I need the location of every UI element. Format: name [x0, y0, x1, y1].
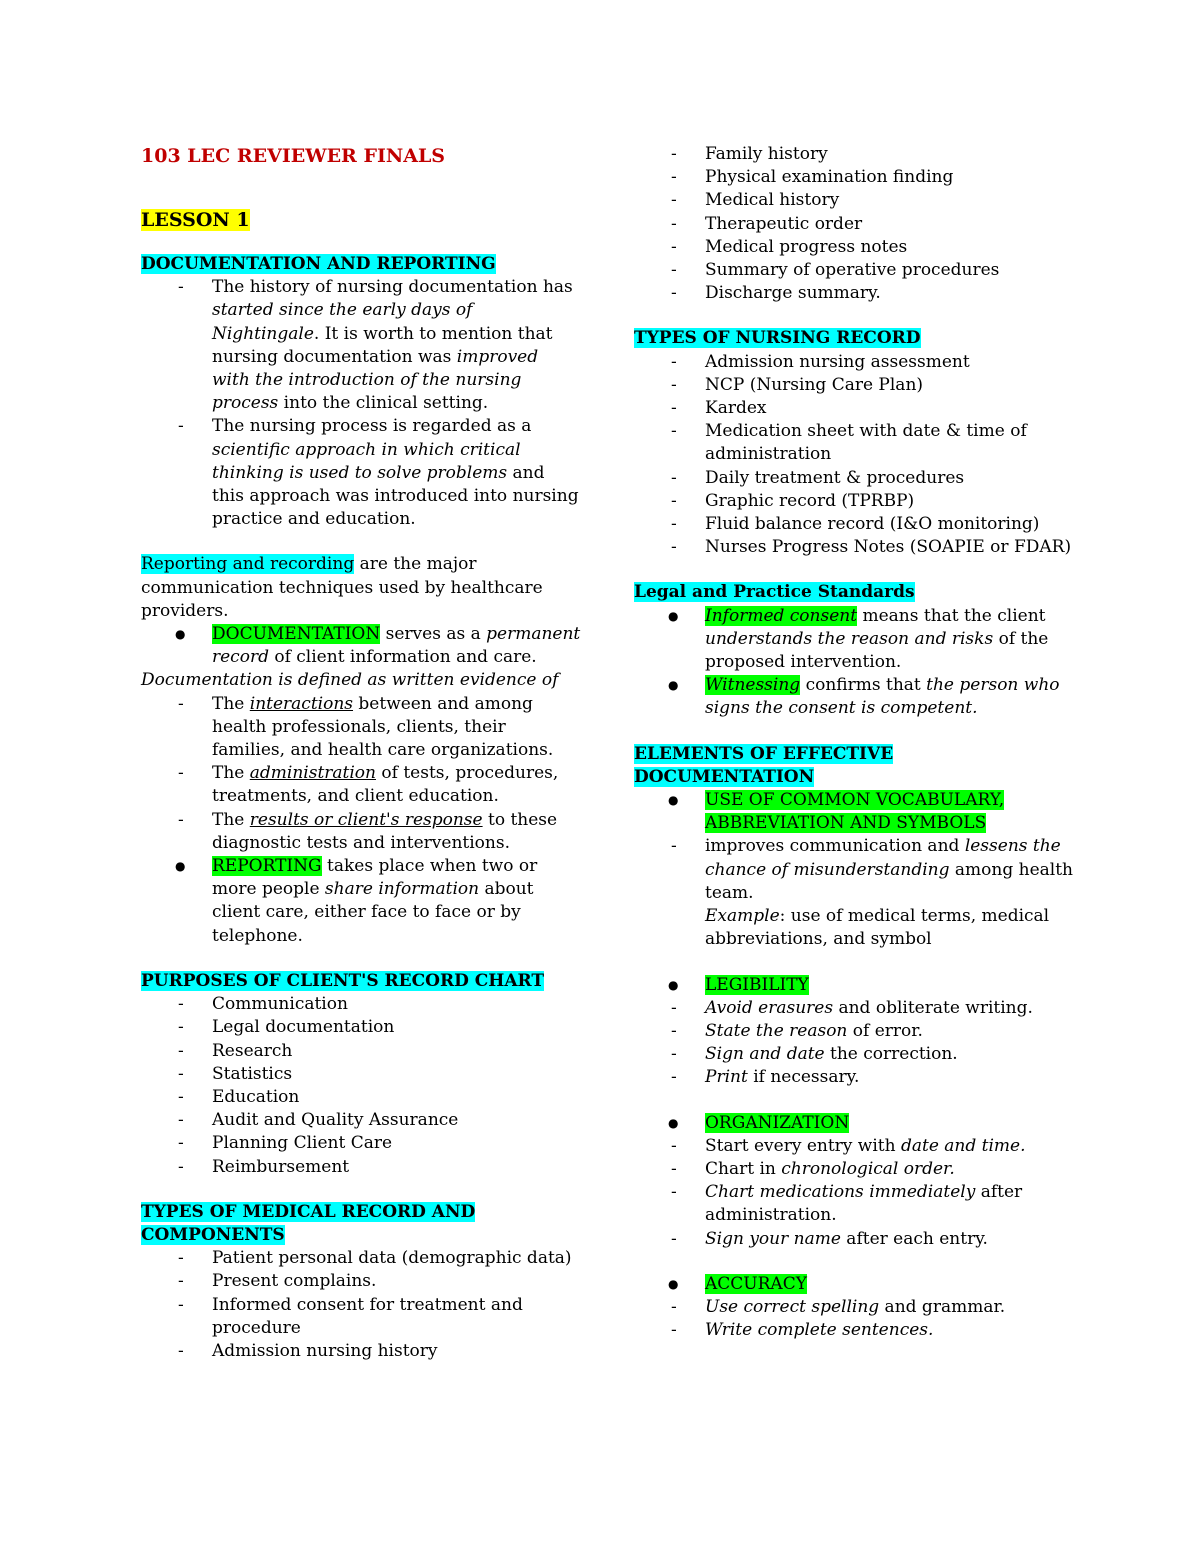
section-heading-legal: Legal and Practice Standards [634, 582, 915, 603]
list-item: - The history of nursing documentation has started since the early days of Nightingale. It is worth to mention that nursing documentation was improved with the introduction of the nursing process into the clinical setting. [141, 276, 581, 415]
organization-bullet [634, 1112, 1074, 1135]
list-item: - The results or client's response to these diagnostic tests and interventions. [141, 809, 581, 855]
list-item: - Therapeutic order [634, 213, 1074, 236]
accuracy-bullet [634, 1273, 1074, 1296]
left-column [141, 143, 581, 1363]
list-item: - Admission nursing history [141, 1340, 581, 1363]
list-item: - NCP (Nursing Care Plan) [634, 374, 1074, 397]
vocabulary-bullet [634, 789, 1074, 835]
list-item: - Audit and Quality Assurance [141, 1109, 581, 1132]
list-item: ● ACCURACY [634, 1273, 1074, 1296]
medical-record-list [141, 1247, 581, 1363]
list-item: - improves communication and lessens the chance of misunderstanding among health team. Example: use of medical terms, medical abbreviations, and symbol [634, 835, 1074, 951]
list-item: ● REPORTING takes place when two or more people share information about client care, either face to face or by telephone. [141, 855, 581, 948]
list-item: - Kardex [634, 397, 1074, 420]
list-item: - Planning Client Care [141, 1132, 581, 1155]
list-item: - Start every entry with date and time. [634, 1135, 1074, 1158]
list-item: - Nurses Progress Notes (SOAPIE or FDAR) [634, 536, 1074, 559]
list-item: ● USE OF COMMON VOCABULARY, ABBREVIATION AND SYMBOLS [634, 789, 1074, 835]
section-heading-purposes: PURPOSES OF CLIENT'S RECORD CHART [141, 970, 545, 991]
list-item: ● DOCUMENTATION serves as a permanent record of client information and care. [141, 623, 581, 669]
list-item: ● Informed consent means that the client understands the reason and risks of the proposed intervention. [634, 605, 1074, 675]
section-heading-documentation-reporting: DOCUMENTATION AND REPORTING [141, 254, 496, 274]
legal-list [634, 605, 1074, 721]
list-item: ● ORGANIZATION [634, 1112, 1074, 1135]
list-item: - Medical history [634, 189, 1074, 212]
section-heading-medical-record: TYPES OF MEDICAL RECORD AND COMPONENTS [141, 1201, 476, 1245]
list-item: ● LEGIBILITY [634, 974, 1074, 997]
list-item: ● Witnessing confirms that the person who signs the consent is competent. [634, 674, 1074, 720]
list-item: - Daily treatment & procedures [634, 467, 1074, 490]
organization-list [634, 1135, 1074, 1251]
list-item: - Write complete sentences. [634, 1319, 1074, 1342]
vocabulary-detail [634, 835, 1074, 951]
list-item: - Sign and date the correction. [634, 1043, 1074, 1066]
nursing-record-list [634, 351, 1074, 560]
list-item: - Admission nursing assessment [634, 351, 1074, 374]
documentation-bullet [141, 623, 581, 669]
list-item: - Print if necessary. [634, 1066, 1074, 1089]
list-item: - State the reason of error. [634, 1020, 1074, 1043]
list-item: - Education [141, 1086, 581, 1109]
section-heading-nursing-record: TYPES OF NURSING RECORD [634, 328, 921, 349]
legibility-bullet [634, 974, 1074, 997]
list-item: - Use correct spelling and grammar. [634, 1296, 1074, 1319]
accuracy-list [634, 1296, 1074, 1342]
right-column [634, 143, 1074, 1342]
list-item: - The interactions between and among health professionals, clients, their families, and health care organizations. [141, 693, 581, 763]
purposes-list [141, 993, 581, 1179]
list-item: - Research [141, 1040, 581, 1063]
legibility-list [634, 997, 1074, 1090]
list-item: - Avoid erasures and obliterate writing. [634, 997, 1074, 1020]
lesson-heading: LESSON 1 [141, 209, 250, 231]
documentation-list [141, 276, 581, 531]
evidence-list [141, 693, 581, 855]
list-item: - The administration of tests, procedures, treatments, and client education. [141, 762, 581, 808]
list-item: - Medical progress notes [634, 236, 1074, 259]
list-item: - Chart medications immediately after administration. [634, 1181, 1074, 1227]
list-item: - Informed consent for treatment and procedure [141, 1294, 581, 1340]
reporting-bullet [141, 855, 581, 948]
document-title: 103 LEC REVIEWER FINALS [141, 145, 446, 167]
list-item: - The nursing process is regarded as a scientific approach in which critical thinking is used to solve problems and this approach was introduced into nursing practice and education. [141, 415, 581, 531]
list-item: - Statistics [141, 1063, 581, 1086]
list-item: - Family history [634, 143, 1074, 166]
documentation-definition: Documentation is defined as written evidence of [141, 670, 559, 691]
list-item: - Discharge summary. [634, 282, 1074, 305]
reporting-recording-paragraph: Reporting and recording are the major communication techniques used by healthcare providers. [141, 554, 543, 621]
list-item: - Graphic record (TPRBP) [634, 490, 1074, 513]
section-heading-elements: ELEMENTS OF EFFECTIVE DOCUMENTATION [634, 743, 894, 787]
medical-record-list-continued [634, 143, 1074, 305]
list-item: - Chart in chronological order. [634, 1158, 1074, 1181]
list-item: - Present complains. [141, 1270, 581, 1293]
list-item: - Fluid balance record (I&O monitoring) [634, 513, 1074, 536]
list-item: - Communication [141, 993, 581, 1016]
list-item: - Medication sheet with date & time of administration [634, 420, 1074, 466]
list-item: - Physical examination finding [634, 166, 1074, 189]
list-item: - Summary of operative procedures [634, 259, 1074, 282]
list-item: - Reimbursement [141, 1156, 581, 1179]
list-item: - Patient personal data (demographic data) [141, 1247, 581, 1270]
list-item: - Legal documentation [141, 1016, 581, 1039]
list-item: - Sign your name after each entry. [634, 1228, 1074, 1251]
